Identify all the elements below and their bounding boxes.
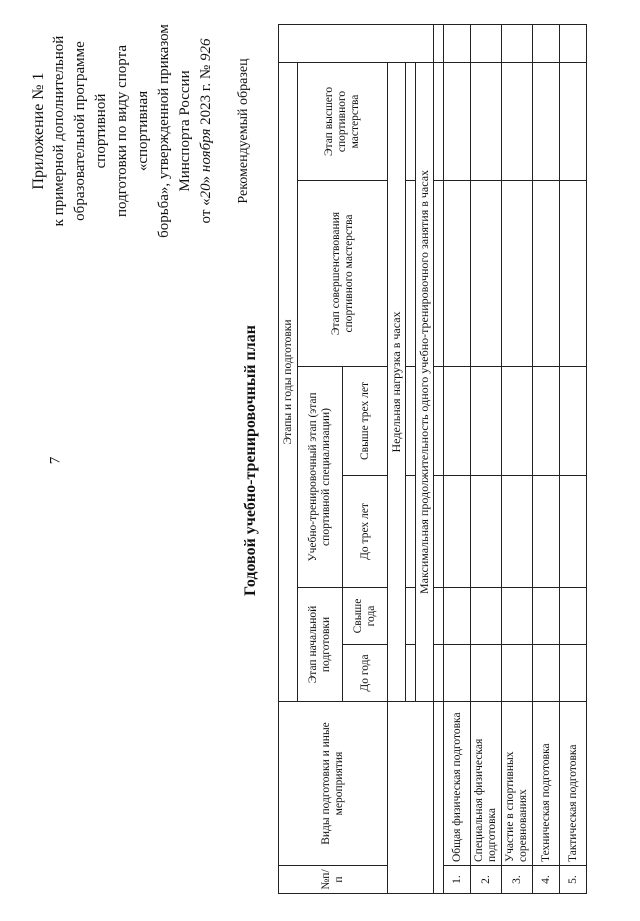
row-name: Общая физическая подготовка bbox=[444, 702, 471, 866]
training-plan-table bbox=[278, 24, 587, 894]
table-row bbox=[502, 24, 533, 893]
data-cell bbox=[471, 181, 502, 367]
data-cell bbox=[502, 62, 533, 180]
data-cell bbox=[560, 588, 587, 645]
data-cell bbox=[471, 476, 502, 588]
appendix-line-1: к примерной дополнительной bbox=[51, 35, 67, 227]
date-month: ноября bbox=[198, 128, 214, 173]
blank-cell bbox=[388, 702, 434, 894]
data-cell bbox=[444, 24, 471, 62]
blank-cell bbox=[434, 367, 444, 476]
data-cell bbox=[560, 24, 587, 62]
training-year2-header: Свыше трех лет bbox=[343, 367, 388, 476]
data-cell bbox=[502, 181, 533, 367]
row-name: Специальная физическая подготовка bbox=[471, 702, 502, 866]
page-number: 7 bbox=[47, 456, 64, 465]
row-number: 2. bbox=[471, 866, 502, 894]
table-row bbox=[533, 24, 560, 893]
blank-cell bbox=[406, 62, 416, 180]
max-duration-label: Максимальная продолжительность одного учебно-тренировочного занятия в часах bbox=[416, 62, 434, 701]
blank-cell bbox=[406, 645, 416, 702]
appendix-date-line bbox=[196, 11, 217, 251]
date-day: 20 bbox=[198, 183, 214, 199]
row-name: Тактическая подготовка bbox=[560, 702, 587, 866]
data-cell bbox=[444, 367, 471, 476]
document-title: Годовой учебно-тренировочный план bbox=[242, 325, 259, 596]
stage-training-header: Учебно-тренировочный этап (этап спортивной специализации) bbox=[298, 367, 343, 588]
row-name: Техническая подготовка bbox=[533, 702, 560, 866]
data-cell bbox=[502, 645, 533, 702]
data-cell bbox=[444, 476, 471, 588]
appendix-line-4: борьба», утвержденной приказом bbox=[156, 24, 172, 238]
appendix-line-5: Минспорта России bbox=[177, 70, 193, 192]
weekly-load-label: Недельная нагрузка в часах bbox=[388, 62, 406, 701]
data-cell bbox=[471, 367, 502, 476]
row-number: 1. bbox=[444, 866, 471, 894]
table-row bbox=[444, 24, 471, 893]
data-cell bbox=[533, 62, 560, 180]
training-year1-header: До трех лет bbox=[343, 476, 388, 588]
date-mid: » bbox=[198, 172, 214, 184]
data-cell bbox=[444, 62, 471, 180]
data-cell bbox=[533, 588, 560, 645]
stages-header: Этапы и годы подготовки bbox=[279, 62, 298, 701]
row-number: 4. bbox=[533, 866, 560, 894]
table-row bbox=[471, 24, 502, 893]
blank-cell bbox=[434, 645, 444, 702]
blank-cell bbox=[406, 588, 416, 645]
data-cell bbox=[560, 367, 587, 476]
appendix-line-2: образовательной программе спортивной bbox=[72, 41, 109, 221]
date-year: 2023 г. № bbox=[198, 61, 214, 129]
data-cell bbox=[533, 476, 560, 588]
data-cell bbox=[502, 367, 533, 476]
blank-cell bbox=[406, 181, 416, 367]
date-prefix: от « bbox=[198, 198, 214, 224]
data-cell bbox=[502, 24, 533, 62]
appendix-title: Приложение № 1 bbox=[30, 72, 47, 190]
column-number-header: №п/п bbox=[279, 866, 388, 894]
blank-cell bbox=[434, 588, 444, 645]
data-cell bbox=[471, 588, 502, 645]
data-cell bbox=[471, 645, 502, 702]
data-cell bbox=[533, 367, 560, 476]
data-cell bbox=[502, 476, 533, 588]
data-cell bbox=[533, 181, 560, 367]
row-number: 5. bbox=[560, 866, 587, 894]
data-cell bbox=[444, 181, 471, 367]
data-cell bbox=[533, 645, 560, 702]
stage-highest-header: Этап высшего спортивного мастерства bbox=[298, 62, 388, 180]
data-cell bbox=[444, 645, 471, 702]
column-types-header: Виды подготовки и иные мероприятия bbox=[279, 702, 388, 866]
data-cell bbox=[471, 24, 502, 62]
data-cell bbox=[560, 62, 587, 180]
blank-cell bbox=[406, 367, 416, 476]
recommended-sample-label: Рекомендуемый образец bbox=[236, 58, 251, 204]
data-cell bbox=[444, 588, 471, 645]
blank-cell bbox=[434, 476, 444, 588]
data-cell bbox=[471, 62, 502, 180]
blank-cell bbox=[434, 181, 444, 367]
data-cell bbox=[560, 476, 587, 588]
data-cell bbox=[560, 645, 587, 702]
data-cell bbox=[560, 181, 587, 367]
blank-cell bbox=[434, 62, 444, 180]
blank-cell bbox=[434, 24, 444, 62]
data-cell bbox=[502, 588, 533, 645]
row-name: Участие в спортивных соревнованиях bbox=[502, 702, 533, 866]
order-number: 926 bbox=[198, 38, 214, 62]
data-cell bbox=[533, 24, 560, 62]
stage-initial-header: Этап начальной подготовки bbox=[298, 588, 343, 702]
blank-cell bbox=[434, 702, 444, 894]
appendix-block bbox=[28, 11, 254, 251]
table-row bbox=[560, 24, 587, 893]
stage-perfection-header: Этап совершенствования спортивного мастерства bbox=[298, 181, 388, 367]
initial-year2-header: Свыше года bbox=[343, 588, 388, 645]
row-number: 3. bbox=[502, 866, 533, 894]
empty-edge-column bbox=[279, 24, 434, 62]
appendix-line-3: подготовки по виду спорта «спортивная bbox=[114, 45, 151, 217]
initial-year1-header: До года bbox=[343, 645, 388, 702]
blank-cell bbox=[406, 476, 416, 588]
